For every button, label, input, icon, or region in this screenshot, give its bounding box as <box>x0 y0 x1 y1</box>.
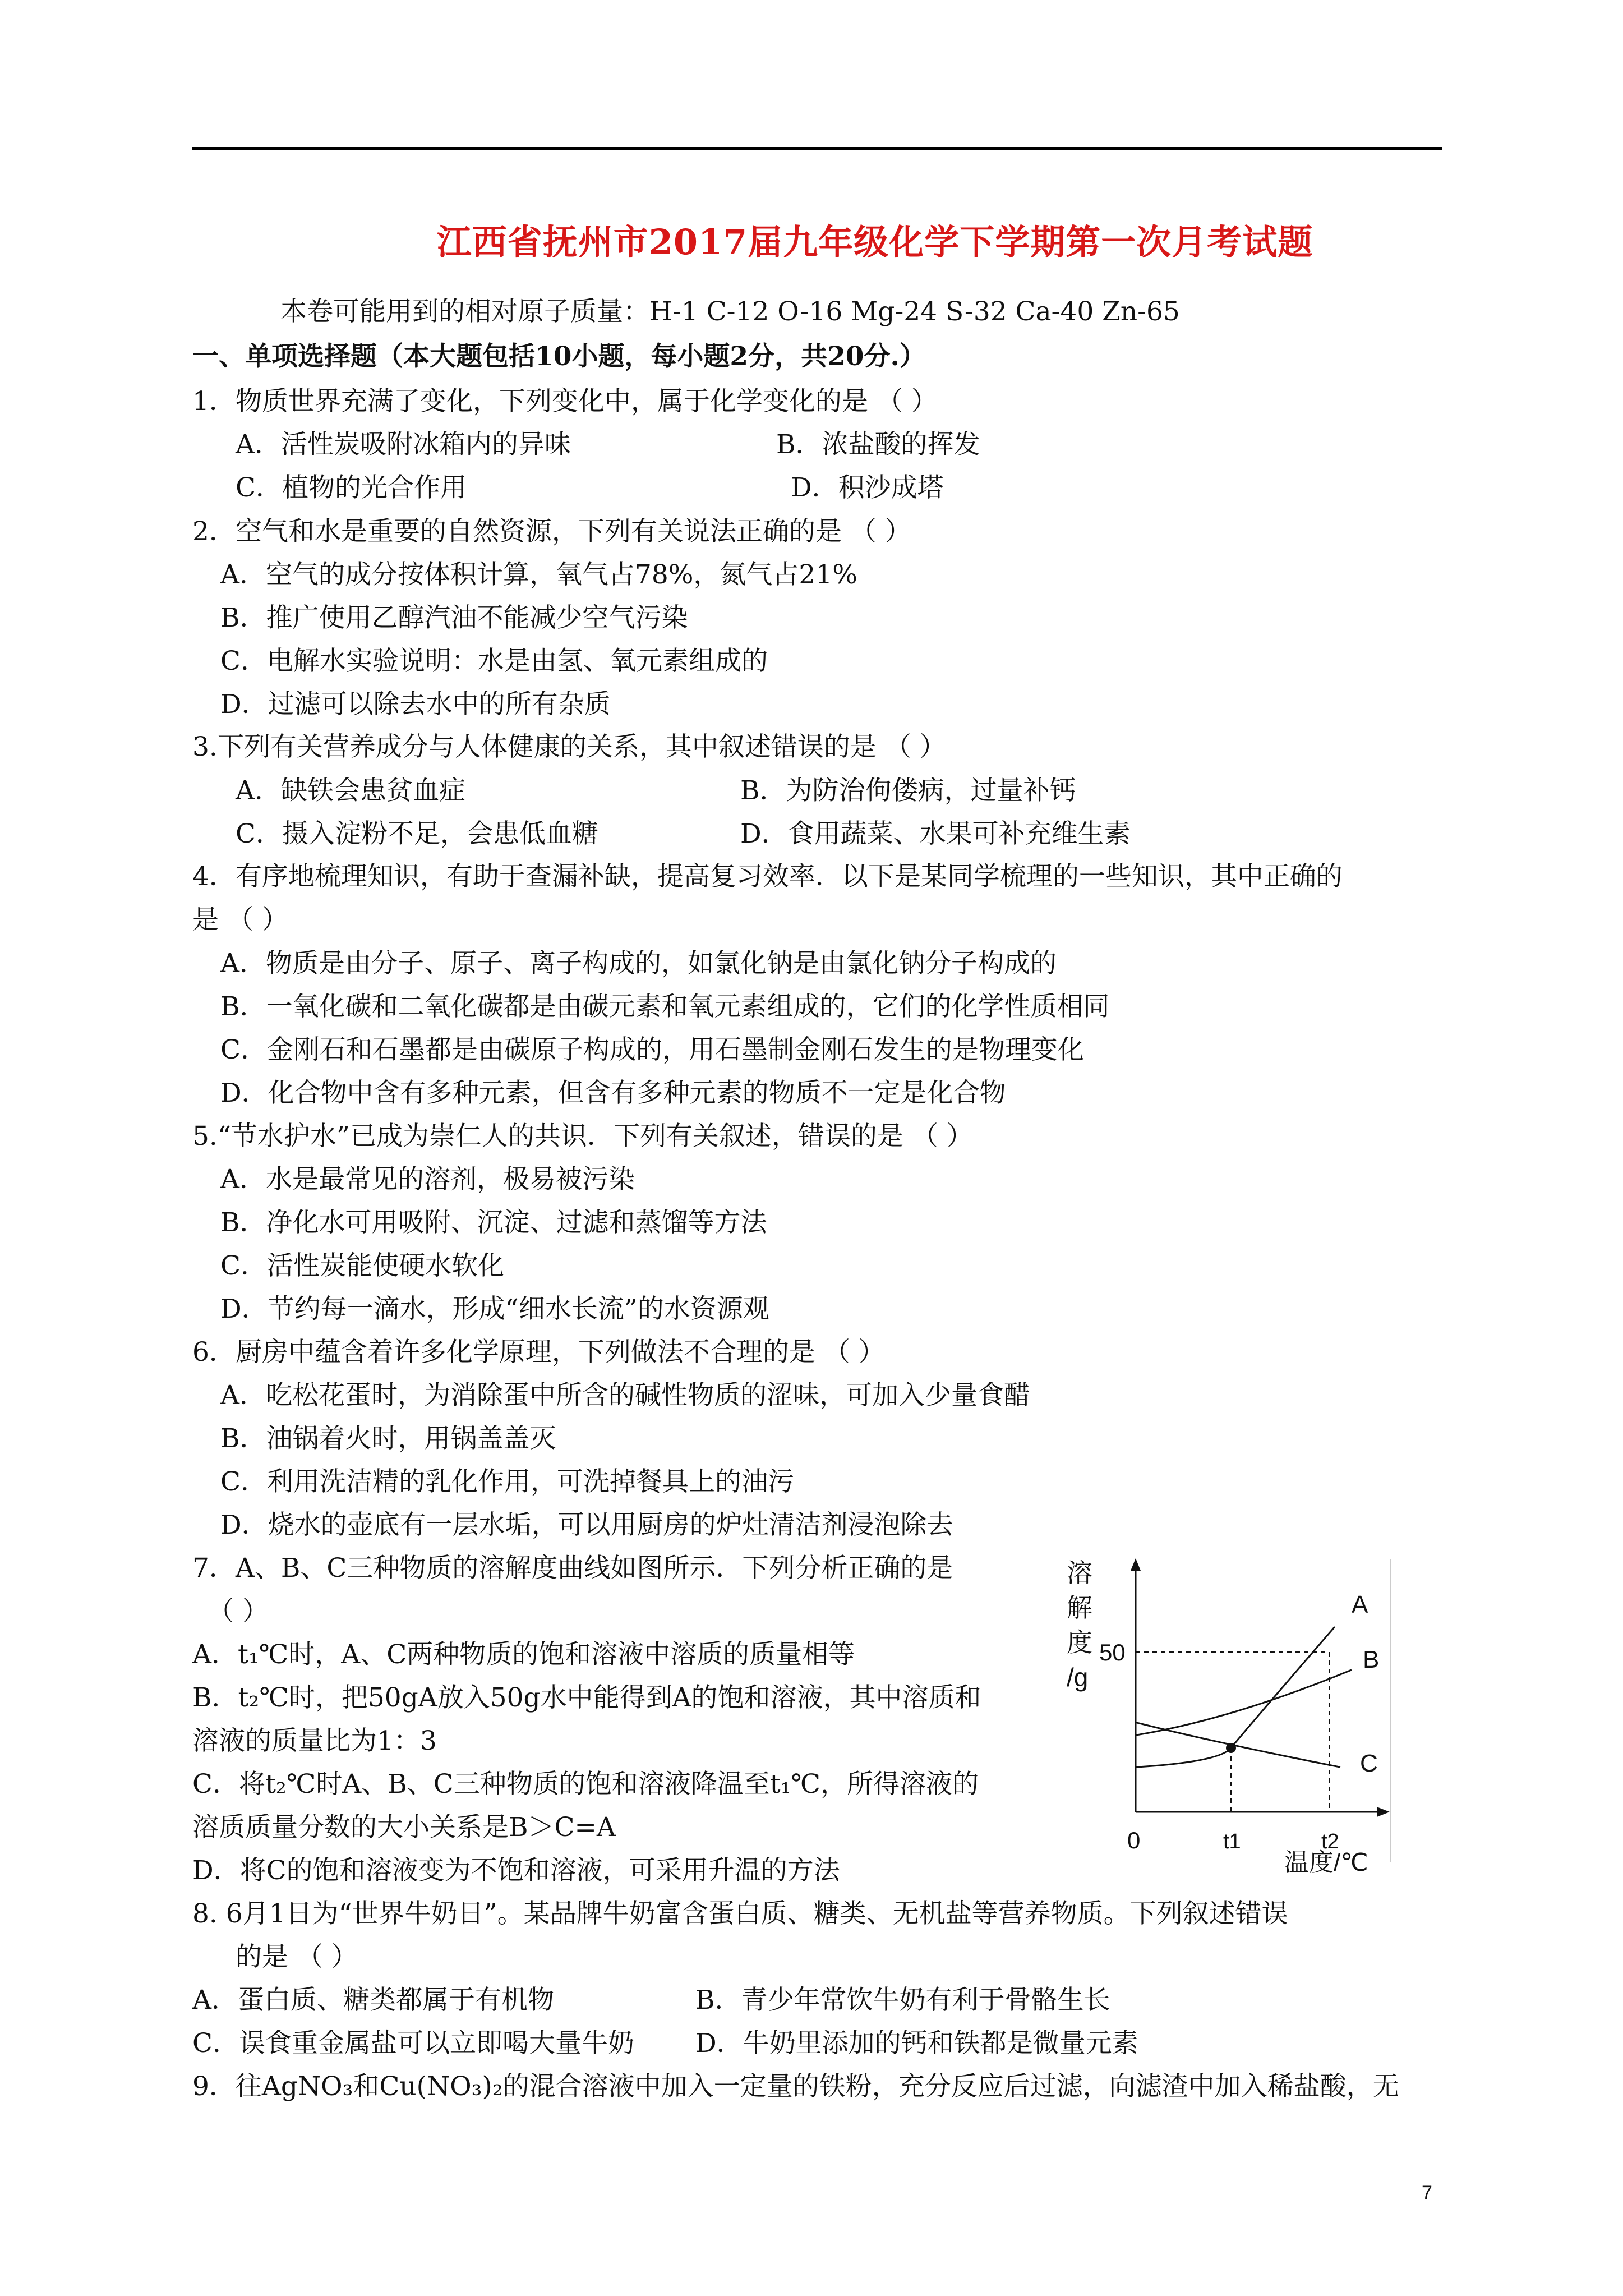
q1-option-a: A．活性炭吸附冰箱内的异味 <box>236 429 571 460</box>
header-rule <box>192 147 1442 150</box>
q2-option-b: B．推广使用乙醇汽油不能减少空气污染 <box>220 602 688 633</box>
x-tick-label-t2: t2 <box>1321 1830 1339 1853</box>
q5-option-d: D．节约每一滴水，形成“细水长流”的水资源观 <box>220 1294 769 1324</box>
q6-option-c: C．利用洗洁精的乳化作用，可洗掉餐具上的油污 <box>220 1466 794 1497</box>
x-tick-label-t1: t1 <box>1223 1830 1241 1853</box>
q8-option-a: A．蛋白质、糖类都属于有机物 <box>192 1985 554 2016</box>
q8-option-c: C．误食重金属盐可以立即喝大量牛奶 <box>192 2028 634 2059</box>
q4-option-a: A．物质是由分子、原子、离子构成的，如氯化钠是由氯化钠分子构成的 <box>220 948 1057 979</box>
q8-stem-cont: 的是 （ ） <box>236 1941 358 1972</box>
q4-option-b: B．一氧化碳和二氧化碳都是由碳元素和氧元素组成的，它们的化学性质相同 <box>220 991 1110 1022</box>
y-axis-label-char: /g <box>1067 1663 1089 1692</box>
q8-stem: 8. 6月1日为“世界牛奶日”。某品牌牛奶富含蛋白质、糖类、无机盐等营养物质。下列叙述错误 <box>192 1898 1288 1929</box>
q2-option-d: D．过滤可以除去水中的所有杂质 <box>220 689 611 720</box>
q6-option-b: B．油锅着火时，用锅盖盖灭 <box>220 1423 556 1454</box>
solubility-chart <box>1054 1548 1402 1874</box>
origin-label: 0 <box>1127 1827 1141 1853</box>
q1-option-c: C．植物的光合作用 <box>236 472 467 503</box>
q1-stem: 1．物质世界充满了变化，下列变化中，属于化学变化的是 （ ） <box>192 386 938 417</box>
q8-option-b: B．青少年常饮牛奶有利于骨骼生长 <box>695 1985 1110 2016</box>
q7-option-b-cont: 溶液的质量比为1：3 <box>192 1726 437 1756</box>
page-number: 7 <box>1422 2182 1432 2203</box>
q7-option-d: D．将C的饱和溶液变为不饱和溶液，可采用升温的方法 <box>192 1855 840 1886</box>
q5-option-a: A．水是最常见的溶剂，极易被污染 <box>220 1164 635 1195</box>
q2-option-a: A．空气的成分按体积计算，氧气占78%，氮气占21% <box>220 559 857 590</box>
q8-option-d: D．牛奶里添加的钙和铁都是微量元素 <box>695 2028 1138 2059</box>
q7-option-b: B．t₂℃时，把50gA放入50g水中能得到A的饱和溶液，其中溶质和 <box>192 1682 981 1713</box>
q3-option-c: C．摄入淀粉不足，会患低血糖 <box>236 818 598 849</box>
q5-option-c: C．活性炭能使硬水软化 <box>220 1250 504 1281</box>
section-heading: 一、单项选择题（本大题包括10小题，每小题2分，共20分.） <box>192 341 926 372</box>
y-tick-label-50: 50 <box>1099 1639 1126 1665</box>
y-axis-label-char: 溶 <box>1067 1558 1092 1588</box>
atomic-mass-note: 本卷可能用到的相对原子质量：H-1 C-12 O-16 Mg-24 S-32 Ca-40 Zn-65 <box>280 296 1180 327</box>
q6-stem: 6．厨房中蕴含着许多化学原理，下列做法不合理的是 （ ） <box>192 1337 885 1368</box>
q3-option-d: D．食用蔬菜、水果可补充维生素 <box>740 818 1131 849</box>
q3-stem: 3.下列有关营养成分与人体健康的关系，其中叙述错误的是 （ ） <box>192 731 946 762</box>
q3-option-b: B．为防治佝偻病，过量补钙 <box>740 775 1076 806</box>
q4-stem: 4．有序地梳理知识，有助于查漏补缺，提高复习效率．以下是某同学梳理的一些知识，其中正确的 <box>192 861 1343 892</box>
q1-option-d: D．积沙成塔 <box>791 472 944 503</box>
q1-option-b: B．浓盐酸的挥发 <box>776 429 980 460</box>
q4-option-c: C．金刚石和石墨都是由碳原子构成的，用石墨制金刚石发生的是物理变化 <box>220 1034 1084 1065</box>
q2-stem: 2．空气和水是重要的自然资源，下列有关说法正确的是 （ ） <box>192 516 911 547</box>
q4-stem-cont: 是 （ ） <box>192 904 288 935</box>
q6-option-d: D．烧水的壶底有一层水垢，可以用厨房的炉灶清洁剂浸泡除去 <box>220 1510 953 1540</box>
page-title: 江西省抚州市2017届九年级化学下学期第一次月考试题 <box>436 222 1313 263</box>
series-label-A: A <box>1352 1591 1368 1618</box>
intersection-point <box>1226 1743 1236 1753</box>
q6-option-a: A．吃松花蛋时，为消除蛋中所含的碱性物质的涩味，可加入少量食醋 <box>220 1380 1030 1411</box>
q5-option-b: B．净化水可用吸附、沉淀、过滤和蒸馏等方法 <box>220 1207 767 1238</box>
x-axis-label: 温度/℃ <box>1284 1849 1368 1874</box>
y-axis-label-char: 解 <box>1067 1593 1092 1622</box>
y-axis-label-char: 度 <box>1067 1628 1092 1657</box>
q7-option-c-cont: 溶质质量分数的大小关系是B＞C=A <box>192 1812 616 1843</box>
q7-paren: （ ） <box>208 1596 269 1627</box>
q4-option-d: D．化合物中含有多种元素，但含有多种元素的物质不一定是化合物 <box>220 1078 1006 1108</box>
series-label-C: C <box>1360 1750 1378 1778</box>
q5-stem: 5.“节水护水”已成为崇仁人的共识．下列有关叙述，错误的是 （ ） <box>192 1121 973 1152</box>
q7-option-c: C．将t₂℃时A、B、C三种物质的饱和溶液降温至t₁℃，所得溶液的 <box>192 1769 979 1800</box>
q7-stem: 7．A、B、C三种物质的溶解度曲线如图所示．下列分析正确的是 <box>192 1553 953 1584</box>
q2-option-c: C．电解水实验说明：水是由氢、氧元素组成的 <box>220 646 768 677</box>
series-label-B: B <box>1363 1645 1380 1673</box>
q3-option-a: A．缺铁会患贫血症 <box>236 775 465 806</box>
q7-option-a: A．t₁℃时，A、C两种物质的饱和溶液中溶质的质量相等 <box>192 1639 855 1670</box>
q9-stem: 9．往AgNO₃和Cu(NO₃)₂的混合溶液中加入一定量的铁粉，充分反应后过滤，向滤渣中加入稀盐酸，无 <box>192 2071 1399 2102</box>
